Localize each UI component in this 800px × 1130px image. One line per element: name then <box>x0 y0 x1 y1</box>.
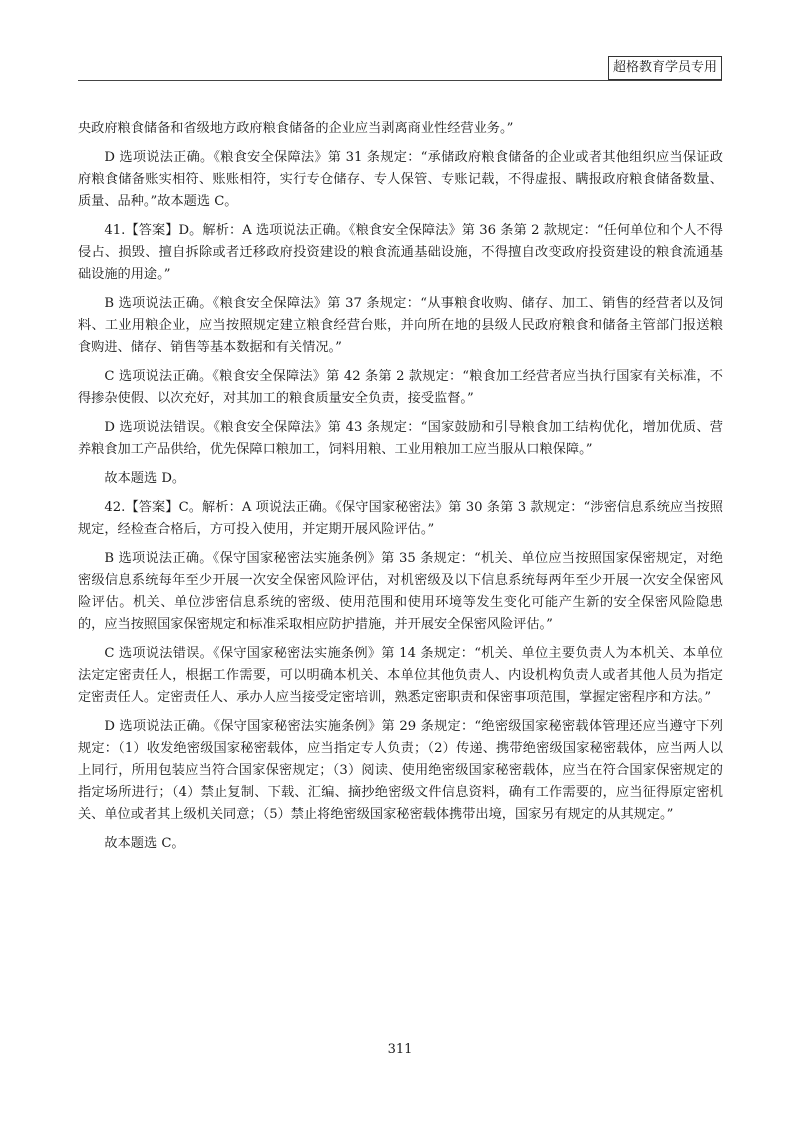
paragraph: D 选项说法正确。《粮食安全保障法》第 31 条规定：“承储政府粮食储备的企业或者其他组织应当保证政府粮食储备账实相符、账账相符，实行专仓储存、专人保管、专账记载，不得虚报、瞒报政府粮食储备数量、质量、品种。”故本题选 C。 <box>78 150 723 209</box>
conclusion: 故本题选 D。 <box>104 471 186 486</box>
paragraph: B 选项说法正确。《粮食安全保障法》第 37 条规定：“从事粮食收购、储存、加工、销售的经营者以及饲料、工业用粮企业，应当按照规定建立粮食经营台账，并向所在地的县级人民政府粮食和储备主管部门报送粮食购进、储存、销售等基本数据和有关情况。” <box>78 296 723 355</box>
paragraph: C 选项说法错误。《保守国家秘密法实施条例》第 14 条规定：“机关、单位主要负责人为本机关、本单位法定定密责任人，根据工作需要，可以明确本机关、本单位其他负责人、内设机构负责人或者其他人员为指定定密责任人。定密责任人、承办人应当接受定密培训，熟悉定密职责和保密事项范围，掌握定密程序和方法。” <box>78 646 723 705</box>
conclusion: 故本题选 C。 <box>104 836 185 851</box>
paragraph: C 选项说法正确。《粮食安全保障法》第 42 条第 2 款规定：“粮食加工经营者应当执行国家有关标准，不得掺杂使假、以次充好，对其加工的粮食质量安全负责，接受监督。” <box>78 369 723 406</box>
document-body <box>78 118 723 862</box>
paragraph: B 选项说法正确。《保守国家秘密法实施条例》第 35 条规定：“机关、单位应当按照国家保密规定，对绝密级信息系统每年至少开展一次安全保密风险评估，对机密级及以下信息系统每两年至少开展一次安全保密风险评估。机关、单位涉密信息系统的密级、使用范围和使用环境等发生变化可能产生新的安全保密风险隐患的，应当按照国家保密规定和标准采取相应防护措施，并开展安全保密风险评估。” <box>78 551 723 632</box>
paragraph: D 选项说法正确。《保守国家秘密法实施条例》第 29 条规定：“绝密级国家秘密载体管理还应当遵守下列规定：（1）收发绝密级国家秘密载体，应当指定专人负责；（2）传递、携带绝密级国家秘密载体，应当两人以上同行，所用包装应当符合国家保密规定；（3）阅读、使用绝密级国家秘密载体，应当在符合国家保密规定的指定场所进行；（4）禁止复制、下载、汇编、摘抄绝密级文件信息资料，确有工作需要的，应当征得原定密机关、单位或者其上级机关同意；（5）禁止将绝密级国家秘密载体携带出境，国家另有规定的从其规定。” <box>78 719 723 822</box>
page-number: 311 <box>387 1042 413 1057</box>
answer-42: 42.【答案】C。解析：A 项说法正确。《保守国家秘密法》第 30 条第 3 款规定：“涉密信息系统应当按照规定，经检查合格后，方可投入使用，并定期开展风险评估。” <box>78 500 723 537</box>
header-label: 超格教育学员专用 <box>608 56 722 80</box>
header-divider <box>78 80 722 81</box>
paragraph: D 选项说法错误。《粮食安全保障法》第 43 条规定：“国家鼓励和引导粮食加工结构优化，增加优质、营养粮食加工产品供给，优先保障口粮加工，饲料用粮、工业用粮加工应当服从口粮保障。” <box>78 420 723 457</box>
paragraph-continuation: 央政府粮食储备和省级地方政府粮食储备的企业应当剥离商业性经营业务。” <box>78 121 514 136</box>
answer-41: 41.【答案】D。解析：A 选项说法正确。《粮食安全保障法》第 36 条第 2 款规定：“任何单位和个人不得侵占、损毁、擅自拆除或者迁移政府投资建设的粮食流通基础设施，不得擅自改变政府投资建设的粮食流通基础设施的用途。” <box>78 223 723 282</box>
